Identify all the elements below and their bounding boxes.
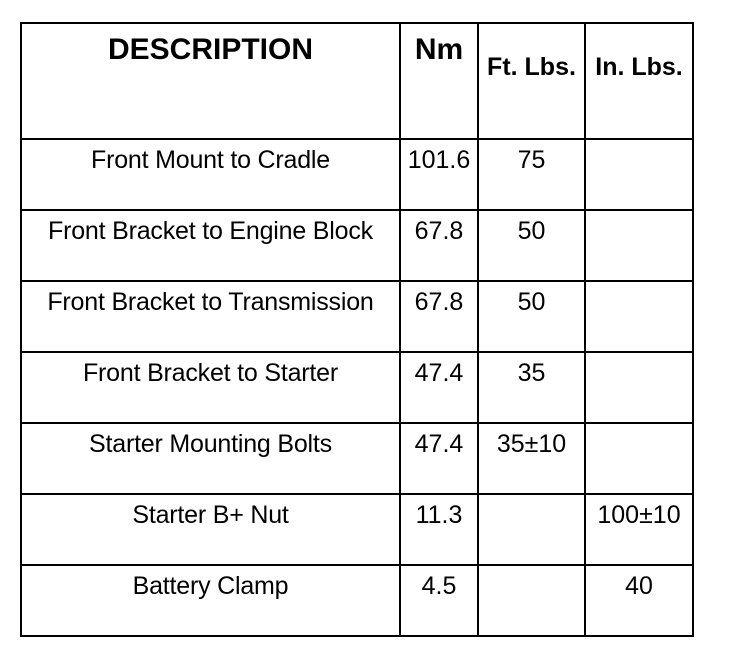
description-cell: Battery Clamp bbox=[21, 565, 400, 636]
in-lbs-cell bbox=[585, 423, 693, 494]
nm-cell: 47.4 bbox=[400, 352, 478, 423]
ft-lbs-cell bbox=[478, 565, 585, 636]
table-row bbox=[21, 565, 693, 636]
header-ft-lbs: Ft. Lbs. bbox=[478, 23, 585, 139]
in-lbs-cell bbox=[585, 210, 693, 281]
in-lbs-cell bbox=[585, 281, 693, 352]
header-row bbox=[21, 23, 693, 139]
description-cell: Front Bracket to Transmission bbox=[21, 281, 400, 352]
nm-cell: 67.8 bbox=[400, 281, 478, 352]
table-row bbox=[21, 423, 693, 494]
ft-lbs-cell: 50 bbox=[478, 210, 585, 281]
in-lbs-cell bbox=[585, 139, 693, 210]
description-cell: Front Mount to Cradle bbox=[21, 139, 400, 210]
description-cell: Starter Mounting Bolts bbox=[21, 423, 400, 494]
table-row bbox=[21, 352, 693, 423]
ft-lbs-cell: 50 bbox=[478, 281, 585, 352]
ft-lbs-cell: 35±10 bbox=[478, 423, 585, 494]
ft-lbs-cell: 75 bbox=[478, 139, 585, 210]
nm-cell: 4.5 bbox=[400, 565, 478, 636]
nm-cell: 67.8 bbox=[400, 210, 478, 281]
header-in-lbs: In. Lbs. bbox=[585, 23, 693, 139]
table-row bbox=[21, 210, 693, 281]
nm-cell: 11.3 bbox=[400, 494, 478, 565]
header-description: DESCRIPTION bbox=[21, 23, 400, 139]
ft-lbs-cell: 35 bbox=[478, 352, 585, 423]
in-lbs-cell: 40 bbox=[585, 565, 693, 636]
header-nm: Nm bbox=[400, 23, 478, 139]
nm-cell: 101.6 bbox=[400, 139, 478, 210]
description-cell: Front Bracket to Engine Block bbox=[21, 210, 400, 281]
ft-lbs-cell bbox=[478, 494, 585, 565]
description-cell: Front Bracket to Starter bbox=[21, 352, 400, 423]
torque-spec-table bbox=[20, 22, 694, 637]
description-cell: Starter B+ Nut bbox=[21, 494, 400, 565]
in-lbs-cell: 100±10 bbox=[585, 494, 693, 565]
table-row bbox=[21, 281, 693, 352]
table-row bbox=[21, 494, 693, 565]
nm-cell: 47.4 bbox=[400, 423, 478, 494]
table-row bbox=[21, 139, 693, 210]
in-lbs-cell bbox=[585, 352, 693, 423]
